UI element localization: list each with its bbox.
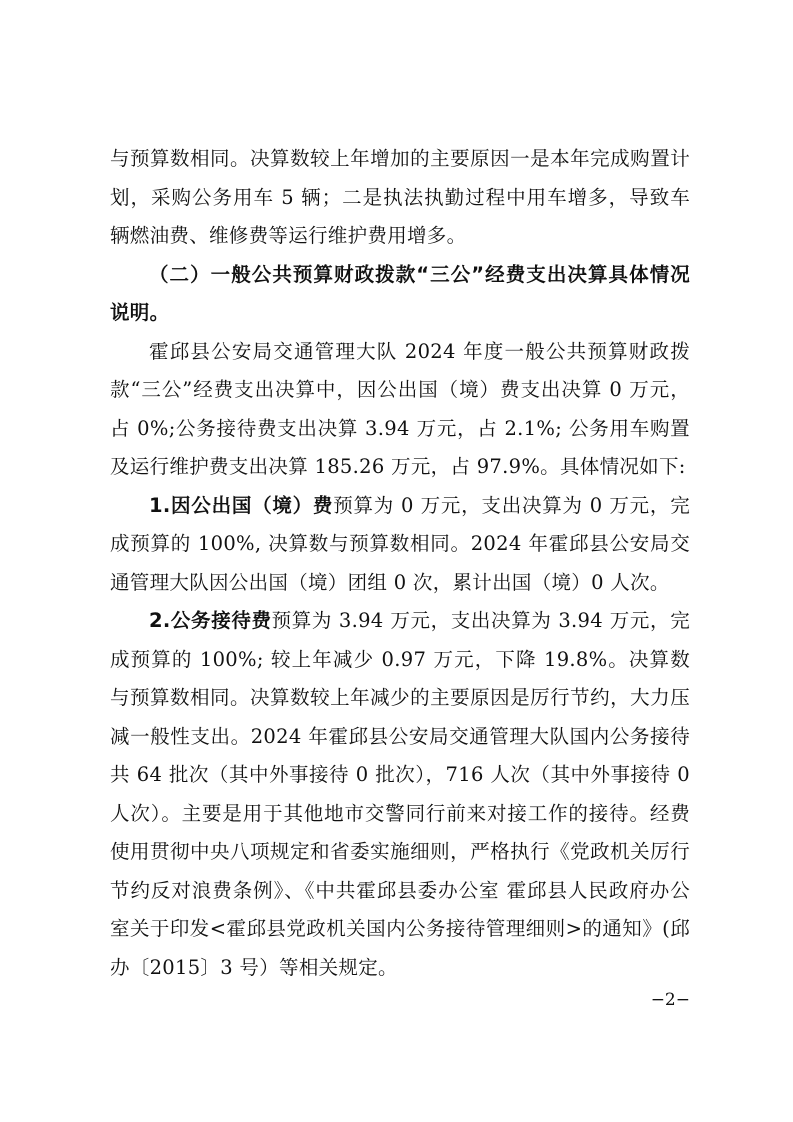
document-body xyxy=(110,140,690,987)
paragraph-overseas-travel xyxy=(110,487,690,603)
reception-body: 预算为 3.94 万元，支出决算为 3.94 万元，完成预算的 100%; 较上年减少 0.97 万元，下降 19.8%。决算数与预算数相同。决算数较上年减少的主要原因是厉行节约，大力压减一般性支出。2024 年霍邱县公安局交通管理大队国内公务接待共 64 批次（其中外事接待 0 批次），716 人次（其中外事接待 0 人次）。主要是用于其他地市交警同行前来对接工作的接待。经费使用贯彻中央八项规定和省委实施细则，严格执行《党政机关厉行节约反对浪费条例》、《中共霍邱县委办公室 霍邱县人民政府办公室关于印发<霍邱县党政机关国内公务接待管理细则>的通知》(邱办〔2015〕3 号）等相关规定。 xyxy=(110,609,690,979)
section-heading-sangong: （二）一般公共预算财政拨款“三公”经费支出决算具体情况说明。 xyxy=(110,262,690,324)
overseas-travel-body: 预算为 0 万元，支出决算为 0 万元，完成预算的 100%, 决算数与预算数相同。2024 年霍邱县公安局交通管理大队因公出国（境）团组 0 次，累计出国（境）0 人次。 xyxy=(110,493,690,594)
paragraph-sangong-summary: 霍邱县公安局交通管理大队 2024 年度一般公共预算财政拨款“三公”经费支出决算中，因公出国（境）费支出决算 0 万元，占 0%;公务接待费支出决算 3.94 万元，占 2.1%; 公务用车购置及运行维护费支出决算 185.26 万元，占 97.9%。具体情况如下: xyxy=(110,339,690,478)
paragraph-continuation: 与预算数相同。决算数较上年增加的主要原因一是本年完成购置计划，采购公务用车 5 辆；二是执法执勤过程中用车增多，导致车辆燃油费、维修费等运行维护费用增多。 xyxy=(110,147,690,247)
reception-lead: 2.公务接待费 xyxy=(149,609,272,632)
paragraph-reception xyxy=(110,602,690,987)
page-number: −2− xyxy=(650,990,690,1010)
overseas-travel-lead: 1.因公出国（境）费 xyxy=(149,493,334,517)
